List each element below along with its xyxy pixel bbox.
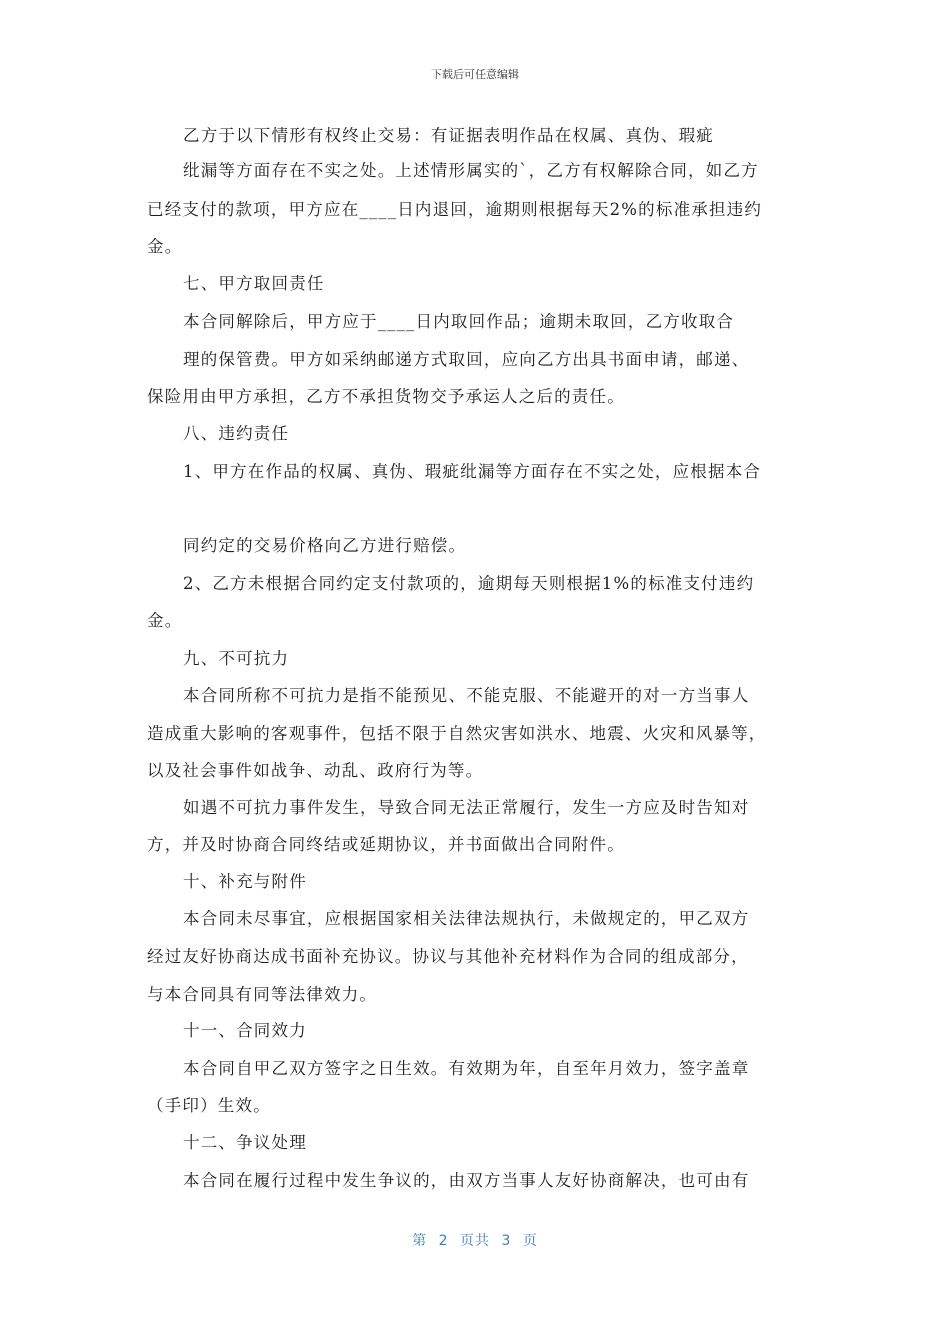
paragraph-line: 同约定的交易价格向乙方进行赔偿。 xyxy=(183,536,467,555)
page-prefix: 第 xyxy=(412,1233,428,1249)
paragraph-line: 经过友好协商达成书面补充协议。协议与其他补充材料作为合同的组成部分， xyxy=(147,947,749,966)
page-number: 2 xyxy=(438,1233,449,1249)
paragraph-line: 保险用由甲方承担，乙方不承担货物交予承运人之后的责任。 xyxy=(147,387,625,406)
paragraph-line: 如遇不可抗力事件发生，导致合同无法正常履行，发生一方应及时告知对 xyxy=(183,798,750,817)
paragraph-line: 方，并及时协商合同终结或延期协议，并书面做出合同附件。 xyxy=(147,835,625,854)
section-heading: 十一、合同效力 xyxy=(183,1021,307,1040)
page-middle: 页共 xyxy=(460,1233,490,1249)
page-header: 下载后可任意编辑 xyxy=(431,68,519,81)
section-heading: 八、违约责任 xyxy=(183,424,290,443)
section-heading: 九、不可抗力 xyxy=(183,649,290,668)
paragraph-line: 2、乙方未根据合同约定支付款项的，逾期每天则根据1%的标准支付违约 xyxy=(183,574,755,593)
paragraph-line: 与本合同具有同等法律效力。 xyxy=(147,985,378,1004)
paragraph-line: 金。 xyxy=(147,237,183,256)
page-footer xyxy=(0,1230,950,1250)
page-total: 3 xyxy=(501,1233,512,1249)
section-heading: 七、甲方取回责任 xyxy=(183,274,325,293)
paragraph-line: 本合同所称不可抗力是指不能预见、不能克服、不能避开的对一方当事人 xyxy=(183,686,750,705)
paragraph-line: 已经支付的款项，甲方应在____日内退回，逾期则根据每天2%的标准承担违约 xyxy=(147,200,763,219)
paragraph-line: 造成重大影响的客观事件，包括不限于自然灾害如洪水、地震、火灾和风暴等， xyxy=(147,724,767,743)
page-suffix: 页 xyxy=(522,1233,538,1249)
paragraph-line: 乙方于以下情形有权终止交易：有证据表明作品在权属、真伪、瑕疵 xyxy=(183,126,714,145)
paragraph-line: 理的保管费。甲方如采纳邮递方式取回，应向乙方出具书面申请，邮递、 xyxy=(183,350,750,369)
paragraph-line: 以及社会事件如战争、动乱、政府行为等。 xyxy=(147,761,484,780)
paragraph-line: 本合同自甲乙双方签字之日生效。有效期为年，自至年月效力，签字盖章 xyxy=(183,1059,750,1078)
paragraph-line: （手印）生效。 xyxy=(147,1096,271,1115)
section-heading: 十二、争议处理 xyxy=(183,1133,307,1152)
paragraph-line: 纰漏等方面存在不实之处。上述情形属实的`，乙方有权解除合同，如乙方 xyxy=(183,161,759,180)
paragraph-line: 本合同在履行过程中发生争议的，由双方当事人友好协商解决，也可由有 xyxy=(183,1171,750,1190)
paragraph-line: 1、甲方在作品的权属、真伪、瑕疵纰漏等方面存在不实之处，应根据本合 xyxy=(183,462,762,481)
paragraph-line: 金。 xyxy=(147,611,183,630)
paragraph-line: 本合同未尽事宜，应根据国家相关法律法规执行，未做规定的，甲乙双方 xyxy=(183,909,750,928)
section-heading: 十、补充与附件 xyxy=(183,872,307,891)
paragraph-line: 本合同解除后，甲方应于____日内取回作品；逾期未取回，乙方收取合 xyxy=(183,312,735,331)
